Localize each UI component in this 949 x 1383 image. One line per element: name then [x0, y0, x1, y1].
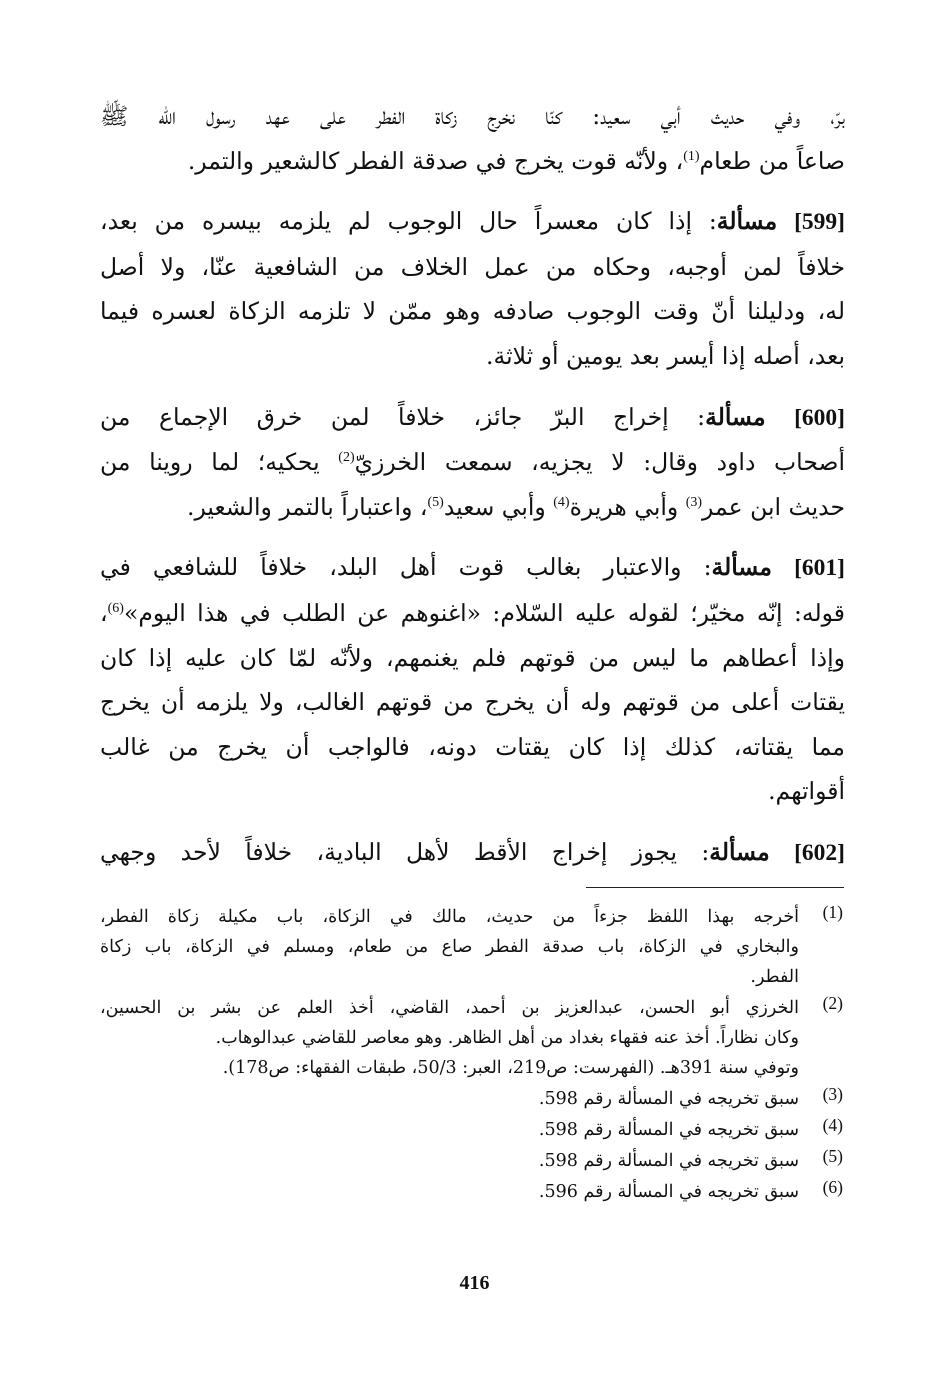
footnote-number: (4): [822, 1115, 843, 1135]
paragraph-602: [100, 830, 845, 876]
text-line: أقواتهم.: [768, 777, 845, 806]
text-line: [600] مسألة: إخراج البرّ جائز، خلافاً لمن خرق الإجماع من: [100, 402, 845, 431]
footnote-number: (5): [822, 1146, 843, 1166]
paragraph-600: [100, 395, 845, 530]
paragraph-599: [100, 199, 845, 378]
issue-number: [599]: [794, 209, 845, 236]
footnote-number: (3): [822, 1084, 843, 1104]
text-line: برّ، وفي حديث أبي سعيد: كنّا نخرج زكاة الفطر على عهد رسول الله ﷺ: [100, 102, 845, 130]
footnote-3: [100, 1084, 845, 1114]
footnote-1: [100, 902, 845, 992]
page-number: 416: [459, 1272, 490, 1294]
footnote-number: (1): [822, 902, 843, 922]
footnote-line: الفطر.: [750, 967, 799, 987]
footnote-number: (2): [822, 993, 843, 1013]
paragraph-continuation: [100, 94, 845, 183]
text-line: يقتات أعلى من قوتهم وله أن يخرج من قوتهم الغالب، ولا يلزمه أن يخرج: [100, 688, 845, 717]
text-line: [602] مسألة: يجوز إخراج الأقط لأهل البادية، خلافاً لأحد وجهي: [100, 837, 845, 866]
text-line: [601] مسألة: والاعتبار بغالب قوت أهل البلد، خلافاً للشافعي في: [100, 553, 845, 582]
footnote-line: سبق تخريجه في المسألة رقم 598.: [538, 1120, 799, 1140]
issue-keyword: مسألة: [716, 207, 778, 236]
text-line: له، ودليلنا أنّ وقت الوجوب صادفه وهو ممّن لا تلزمه الزكاة لعسره فيما: [100, 297, 845, 326]
footnote-4: [100, 1115, 845, 1145]
footnote-ref: (2): [338, 450, 355, 466]
footnote-ref: (1): [683, 148, 700, 164]
main-text: [100, 94, 845, 876]
footnote-ref: (4): [553, 494, 570, 510]
text-line: صاعاً من طعام$^{(1)}$، ولأنّه قوت يخرج في صدقة الفطر كالشعير والتمر.: [187, 146, 845, 175]
footnotes: [100, 902, 845, 1208]
text-line: خلافاً لمن أوجبه، وحكاه من عمل الخلاف من الشافعية عنّا، ولا أصل: [100, 252, 845, 281]
footnote-line: والبخاري في الزكاة، باب صدقة الفطر صاع من طعام، ومسلم في الزكاة، باب زكاة: [100, 937, 799, 957]
text-line: مما يقتاته، كذلك إذا كان يقتات دونه، فالواجب أن يخرج من غالب: [100, 732, 845, 761]
footnote-line: وكان نظاراً. أخذ عنه فقهاء بغداد من أهل الظاهر. وهو معاصر للقاضي عبدالوهاب.: [215, 1028, 799, 1048]
footnote-ref: (3): [685, 494, 703, 510]
issue-number: [601]: [794, 555, 845, 582]
footnote-2: [100, 993, 845, 1083]
footnote-6: [100, 1177, 845, 1207]
text-line: قوله: إنّه مخيّر؛ لقوله عليه السّلام: «اغنوهم عن الطلب في هذا اليوم»$^{(6)}$،: [100, 598, 845, 627]
footnote-ref: (6): [107, 601, 124, 617]
issue-number: [600]: [794, 404, 845, 431]
text-line: أصحاب داود وقال: لا يجزيه، سمعت الخرزيّ$^{(2)}$ يحكيه؛ لما روينا من: [100, 448, 845, 477]
text-line: وإذا أعطاهم ما ليس من قوتهم فلم يغنمهم، ولأنّه لمّا كان عليه إذا كان: [100, 643, 845, 672]
issue-keyword: مسألة: [711, 553, 772, 582]
footnote-ref: (5): [427, 494, 444, 510]
text-line: بعد، أصله إذا أيسر بعد يومين أو ثلاثة.: [486, 341, 845, 370]
paragraph-601: [100, 545, 845, 814]
issue-keyword: مسألة: [709, 837, 770, 866]
text-line: حديث ابن عمر$^{(3)}$ وأبي هريرة$^{(4)}$ وأبي سعيد$^{(5)}$، واعتباراً بالتمر والشعير.: [186, 492, 845, 521]
footnote-line: وتوفي سنة 391هـ. (الفهرست: ص219، العبر: 50/3، طبقات الفقهاء: ص178).: [222, 1058, 799, 1078]
issue-number: [602]: [794, 839, 845, 866]
footnote-separator: [586, 887, 844, 888]
footnote-line: سبق تخريجه في المسألة رقم 598.: [538, 1089, 799, 1109]
footnote-line: أخرجه بهذا اللفظ جزءاً من حديث، مالك في الزكاة، باب مكيلة زكاة الفطر،: [100, 907, 799, 927]
footnote-line: سبق تخريجه في المسألة رقم 596.: [538, 1182, 799, 1202]
footnote-line: الخرزي أبو الحسن، عبدالعزيز بن أحمد، القاضي، أخذ العلم عن بشر بن الحسين،: [100, 998, 799, 1018]
footnote-5: [100, 1146, 845, 1176]
footnote-line: سبق تخريجه في المسألة رقم 598.: [538, 1151, 799, 1171]
text-line: [599] مسألة: إذا كان معسراً حال الوجوب لم يلزمه بيسره من بعد،: [100, 207, 845, 236]
footnote-number: (6): [822, 1177, 843, 1197]
issue-keyword: مسألة: [705, 402, 766, 431]
